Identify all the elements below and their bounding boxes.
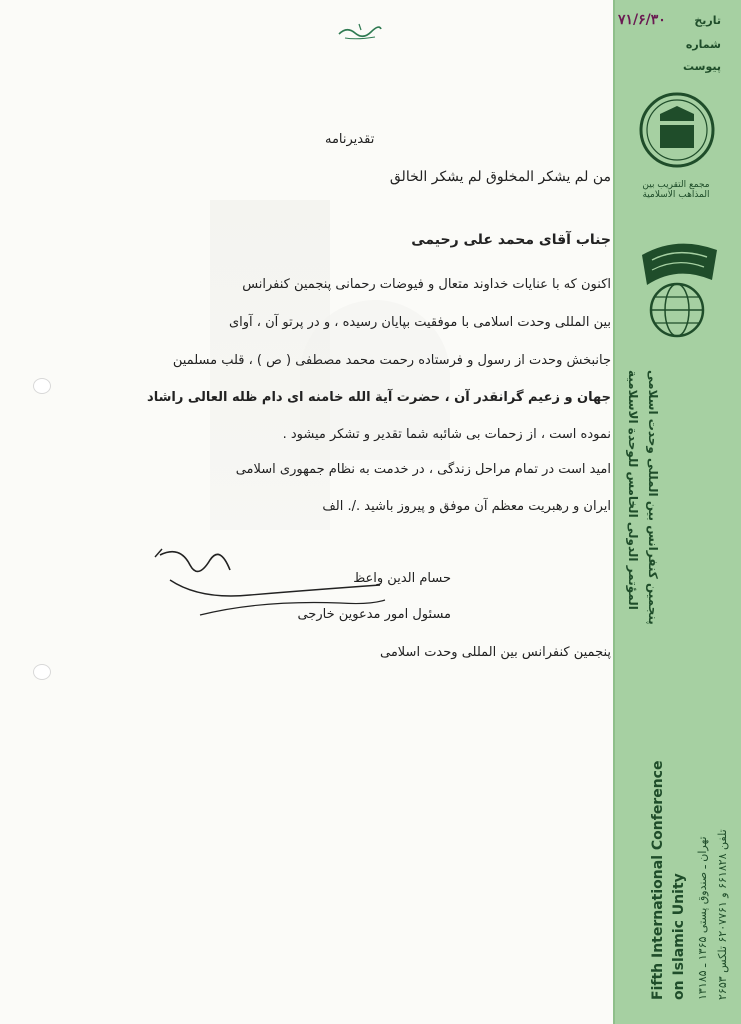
- recipient-line: جناب آقای محمد علی رحیمی: [411, 232, 611, 248]
- date-value: ۷۱/۶/۳۰: [618, 12, 666, 28]
- signer-conference: پنجمین کنفرانس بین المللی وحدت اسلامی: [380, 645, 611, 660]
- body-line: اکنون که با عنایات خداوند متعال و فیوضات رحمانی پنجمین کنفرانس: [242, 277, 611, 292]
- body-line: ایران و رهبریت معظم آن موفق و پیروز باشید ./. الف: [322, 499, 611, 514]
- letter-title: تقدیرنامه: [325, 132, 375, 147]
- body-line: بین المللی وحدت اسلامی با موفقیت بپایان رسیده ، و در پرتو آن ، آوای: [228, 315, 611, 330]
- punch-hole-bottom: [33, 664, 51, 680]
- signer-role: مسئول امور مدعوین خارجی: [297, 607, 451, 622]
- punch-hole-top: [33, 378, 51, 394]
- vertical-english-title-2: on Islamic Unity: [671, 873, 687, 1000]
- body-line: جهان و زعیم گرانقدر آن ، حضرت آیة الله خامنه ای دام ظله العالی راشاد: [147, 390, 611, 405]
- proverb-line: من لم یشکر المخلوق لم یشکر الخالق: [389, 169, 611, 185]
- date-label: تاریخ: [694, 14, 721, 27]
- vertical-address: تهران ـ صندوق پستی ۱۳۶۵ ـ ۱۳۱۸۵: [696, 836, 709, 1000]
- body-line: امید است در تمام مراحل زندگی ، در خدمت به نظام جمهوری اسلامی: [235, 462, 611, 477]
- vertical-persian-title: پنجمین کنفرانس بین المللی وحدت اسلامی: [646, 370, 660, 625]
- basmala-calligraphy: [335, 20, 385, 42]
- body-line: نموده است ، از زحمات بی شائبه شما تقدیر و تشکر میشود .: [282, 427, 611, 442]
- globe-banner-emblem-icon: [632, 225, 722, 345]
- vertical-english-title-1: Fifth International Conference: [650, 760, 666, 1000]
- body-line: جانبخش وحدت از رسول و فرستاده رحمت محمد مصطفی ( ص ) ، قلب مسلمین: [172, 353, 611, 368]
- emblem-caption: مجمع التقریب بین المذاهب الاسلامیة: [642, 180, 710, 200]
- signer-name: حسام الدین واعظ: [353, 571, 451, 586]
- attachment-label: پیوست: [683, 60, 721, 73]
- vertical-phone: تلفن ۶۶۱۸۲۸ و ۶۲۰۷۷۶۱ تلکس ۲۶۵۳: [716, 829, 729, 1000]
- vertical-arabic-title: المؤتمر الدولی الخامس للوحدة الاسلامیة: [626, 370, 640, 610]
- number-label: شماره: [685, 38, 721, 51]
